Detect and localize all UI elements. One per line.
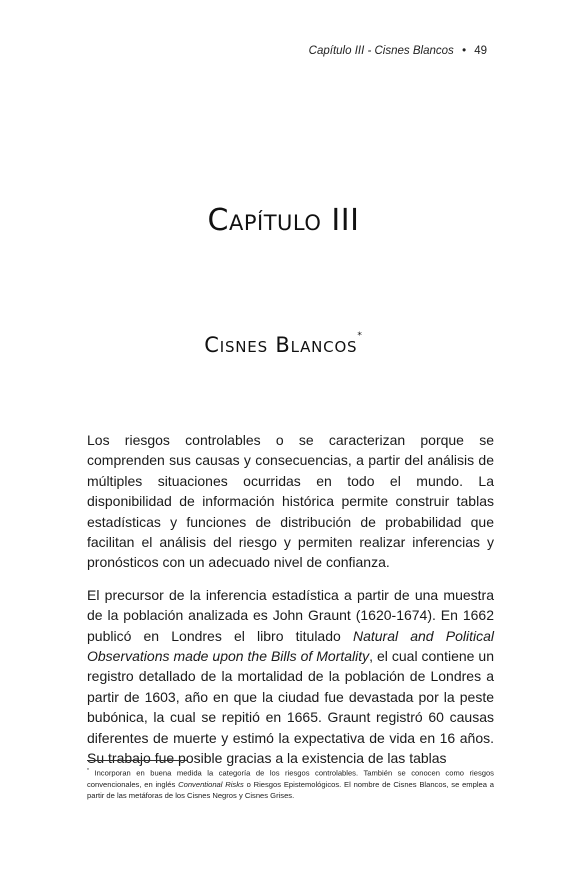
chapter-title: Capítulo III [207, 203, 360, 238]
footnote [87, 766, 494, 801]
paragraph-1: Los riesgos controlables o se caracterizan porque se comprenden sus causas y consecuencias, a partir del análisis de múltiples situaciones ocurridas en todo el mundo. La disponibilidad de información histórica permite construir tablas estadísticas y funciones de distribución de probabilidad que facilitan el análisis del riesgo y permiten realizar inferencias y pronósticos con un adecuado nivel de confianza. [87, 432, 494, 571]
header-bullet: • [461, 45, 466, 57]
body-text [87, 430, 494, 781]
running-title: Capítulo III - Cisnes Blancos [308, 45, 454, 57]
paragraph-2 [87, 585, 494, 769]
paragraph-2-part-a: El precursor de la inferencia estadística a partir de una muestra de la población analizada es John Graunt (1620-1674). En 1662 publicó en Londres el libro titulado [87, 586, 494, 644]
section-title: Cisnes Blancos [204, 333, 358, 357]
section-title-block [0, 333, 567, 357]
footnote-reference: * [357, 331, 363, 341]
footnote-text-b: o Riesgos Epistemológicos. El nombre de Cisnes Blancos, se emplea a partir de las metáforas de los Cisnes Negros y Cisnes Grises. [87, 779, 495, 800]
book-title: Natural and Political Observations made upon the Bills of Mortality [87, 627, 494, 665]
page-number: 49 [474, 45, 487, 57]
footnote-divider [87, 760, 187, 761]
footnote-emphasis: Conventional Risks [178, 779, 244, 789]
footnote-text-a: Incorporan en buena medida la categoría de los riesgos controlables. También se conocen como riesgos convencionales, en inglés [87, 768, 494, 789]
footnote-marker: * [87, 768, 89, 774]
paragraph-2-part-b: , el cual contiene un registro detallado de la mortalidad de la población de Londres a partir de 1603, año en que la ciudad fue devastada por la peste bubónica, la cual se repitió en 1665. Graunt registró 60 causas diferentes de muerte y estimó la expectativa de vida en 16 años. Su trabajo fue posible gracias a la existencia de las tablas [87, 648, 494, 767]
running-header [309, 45, 487, 57]
